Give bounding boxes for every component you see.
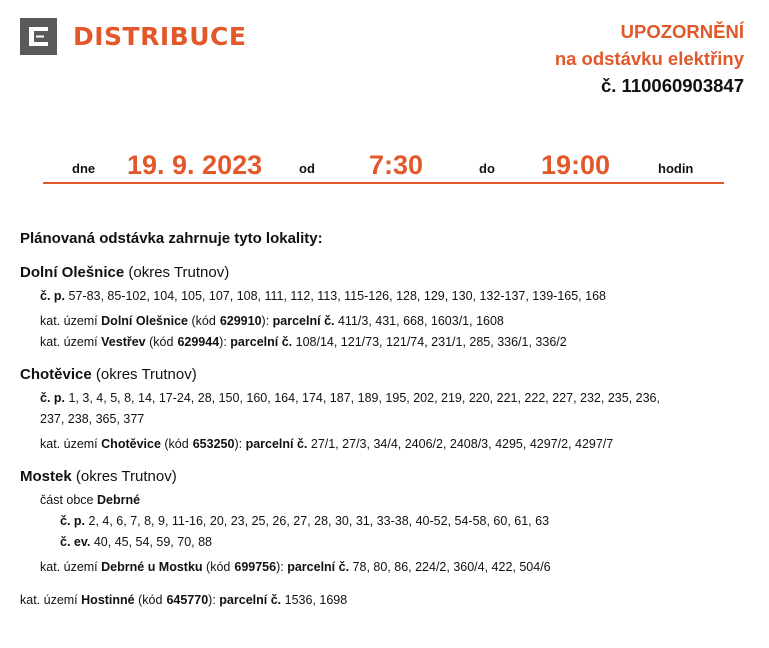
locality-district: (okres Trutnov) [75,468,177,485]
locality-district: (okres Trutnov) [128,264,230,281]
notice-header [555,18,744,99]
kod-value: 699756 [234,560,277,574]
kat-prefix: kat. území [40,335,98,349]
kat-name: Debrné u Mostku [101,560,203,574]
kod-close: ): [276,560,284,574]
kod-value: 645770 [166,593,209,607]
kat-prefix: kat. území [40,314,98,328]
logo-text: DISTRIBUCE [73,22,247,51]
house-numbers [40,388,660,409]
cp-label: č. p. [40,391,66,405]
cadastral-line [40,332,567,353]
cadastral-line [40,434,613,455]
part-name: Debrné [97,493,141,507]
to-label: do [479,161,495,176]
part-label: část obce [40,493,94,507]
parcel-values: 1536, 1698 [284,593,348,607]
kod-value: 629944 [177,335,220,349]
kod-close: ): [208,593,216,607]
notice-title: UPOZORNĚNÍ [620,21,744,42]
parcel-values: 108/14, 121/73, 121/74, 231/1, 285, 336/1, 336/2 [295,335,567,349]
kod-close: ): [261,314,270,328]
cadastral-line [40,557,551,578]
locality-name: Mostek [20,468,72,485]
cp-values: 2, 4, 6, 7, 8, 9, 11-16, 20, 23, 25, 26, 27, 28, 30, 31, 33-38, 40-52, 54-58, 60, 61, 63 [88,514,550,528]
parcel-values: 411/3, 431, 668, 1603/1, 1608 [337,314,504,328]
brand-logo [20,18,246,55]
house-numbers-continued [40,409,144,430]
cez-logo-icon [20,18,57,55]
from-label: od [299,161,315,176]
locality-name: Chotěvice [20,366,92,383]
house-numbers [60,511,549,532]
from-time: 7:30 [369,150,424,180]
schedule-row [43,146,724,184]
parcel-label: parcelní č. [219,593,282,607]
kod-value: 653250 [192,437,235,451]
date-label: dne [72,161,96,176]
cp-values: 1, 3, 4, 5, 8, 14, 17-24, 28, 150, 160, 164, 174, 187, 189, 195, 202, 219, 220, 221, 222, 227, 232, 235, 236, [68,391,660,405]
locality-district: (okres Trutnov) [95,366,197,383]
ce-label: č. ev. [60,535,91,549]
cadastral-line [20,590,347,611]
cp-label: č. p. [60,514,86,528]
ce-values: 40, 45, 54, 59, 70, 88 [93,535,212,549]
kod-label: (kód [149,335,174,349]
municipality-part [40,490,140,511]
kat-name: Dolní Olešnice [101,314,188,328]
kat-prefix: kat. území [20,593,78,607]
locality-heading [20,468,177,485]
parcel-label: parcelní č. [287,560,350,574]
notice-number: č. 110060903847 [600,75,744,96]
kod-close: ): [234,437,243,451]
house-numbers [40,286,606,307]
parcel-values: 27/1, 27/3, 34/4, 2406/2, 2408/3, 4295, 4297/2, 4297/7 [310,437,614,451]
parcel-label: parcelní č. [272,314,335,328]
unit-label: hodin [658,161,694,176]
cadastral-line [40,311,504,332]
kat-name: Chotěvice [101,437,161,451]
parcel-label: parcelní č. [230,335,293,349]
outage-date: 19. 9. 2023 [127,150,263,180]
kod-label: (kód [138,593,163,607]
kat-prefix: kat. území [40,560,98,574]
kat-name: Hostinné [81,593,135,607]
locality-heading [20,264,229,281]
kod-close: ): [219,335,227,349]
kod-label: (kód [206,560,231,574]
locality-name: Dolní Olešnice [20,264,125,281]
registration-numbers [60,532,212,553]
locality-heading [20,366,197,383]
to-time: 19:00 [541,150,611,180]
parcel-label: parcelní č. [245,437,308,451]
cp-values: 237, 238, 365, 377 [40,412,145,426]
intro-heading: Plánovaná odstávka zahrnuje tyto lokality: [20,230,323,247]
parcel-values: 78, 80, 86, 224/2, 360/4, 422, 504/6 [352,560,551,574]
cp-label: č. p. [40,289,66,303]
cp-values: 57-83, 85-102, 104, 105, 107, 108, 111, 112, 113, 115-126, 128, 129, 130, 132-137, 139-165, 168 [68,289,606,303]
notice-subtitle: na odstávku elektřiny [554,48,744,69]
kod-label: (kód [164,437,189,451]
kat-prefix: kat. území [40,437,98,451]
kod-value: 629910 [219,314,262,328]
kod-label: (kód [191,314,216,328]
kat-name: Vestřev [101,335,146,349]
